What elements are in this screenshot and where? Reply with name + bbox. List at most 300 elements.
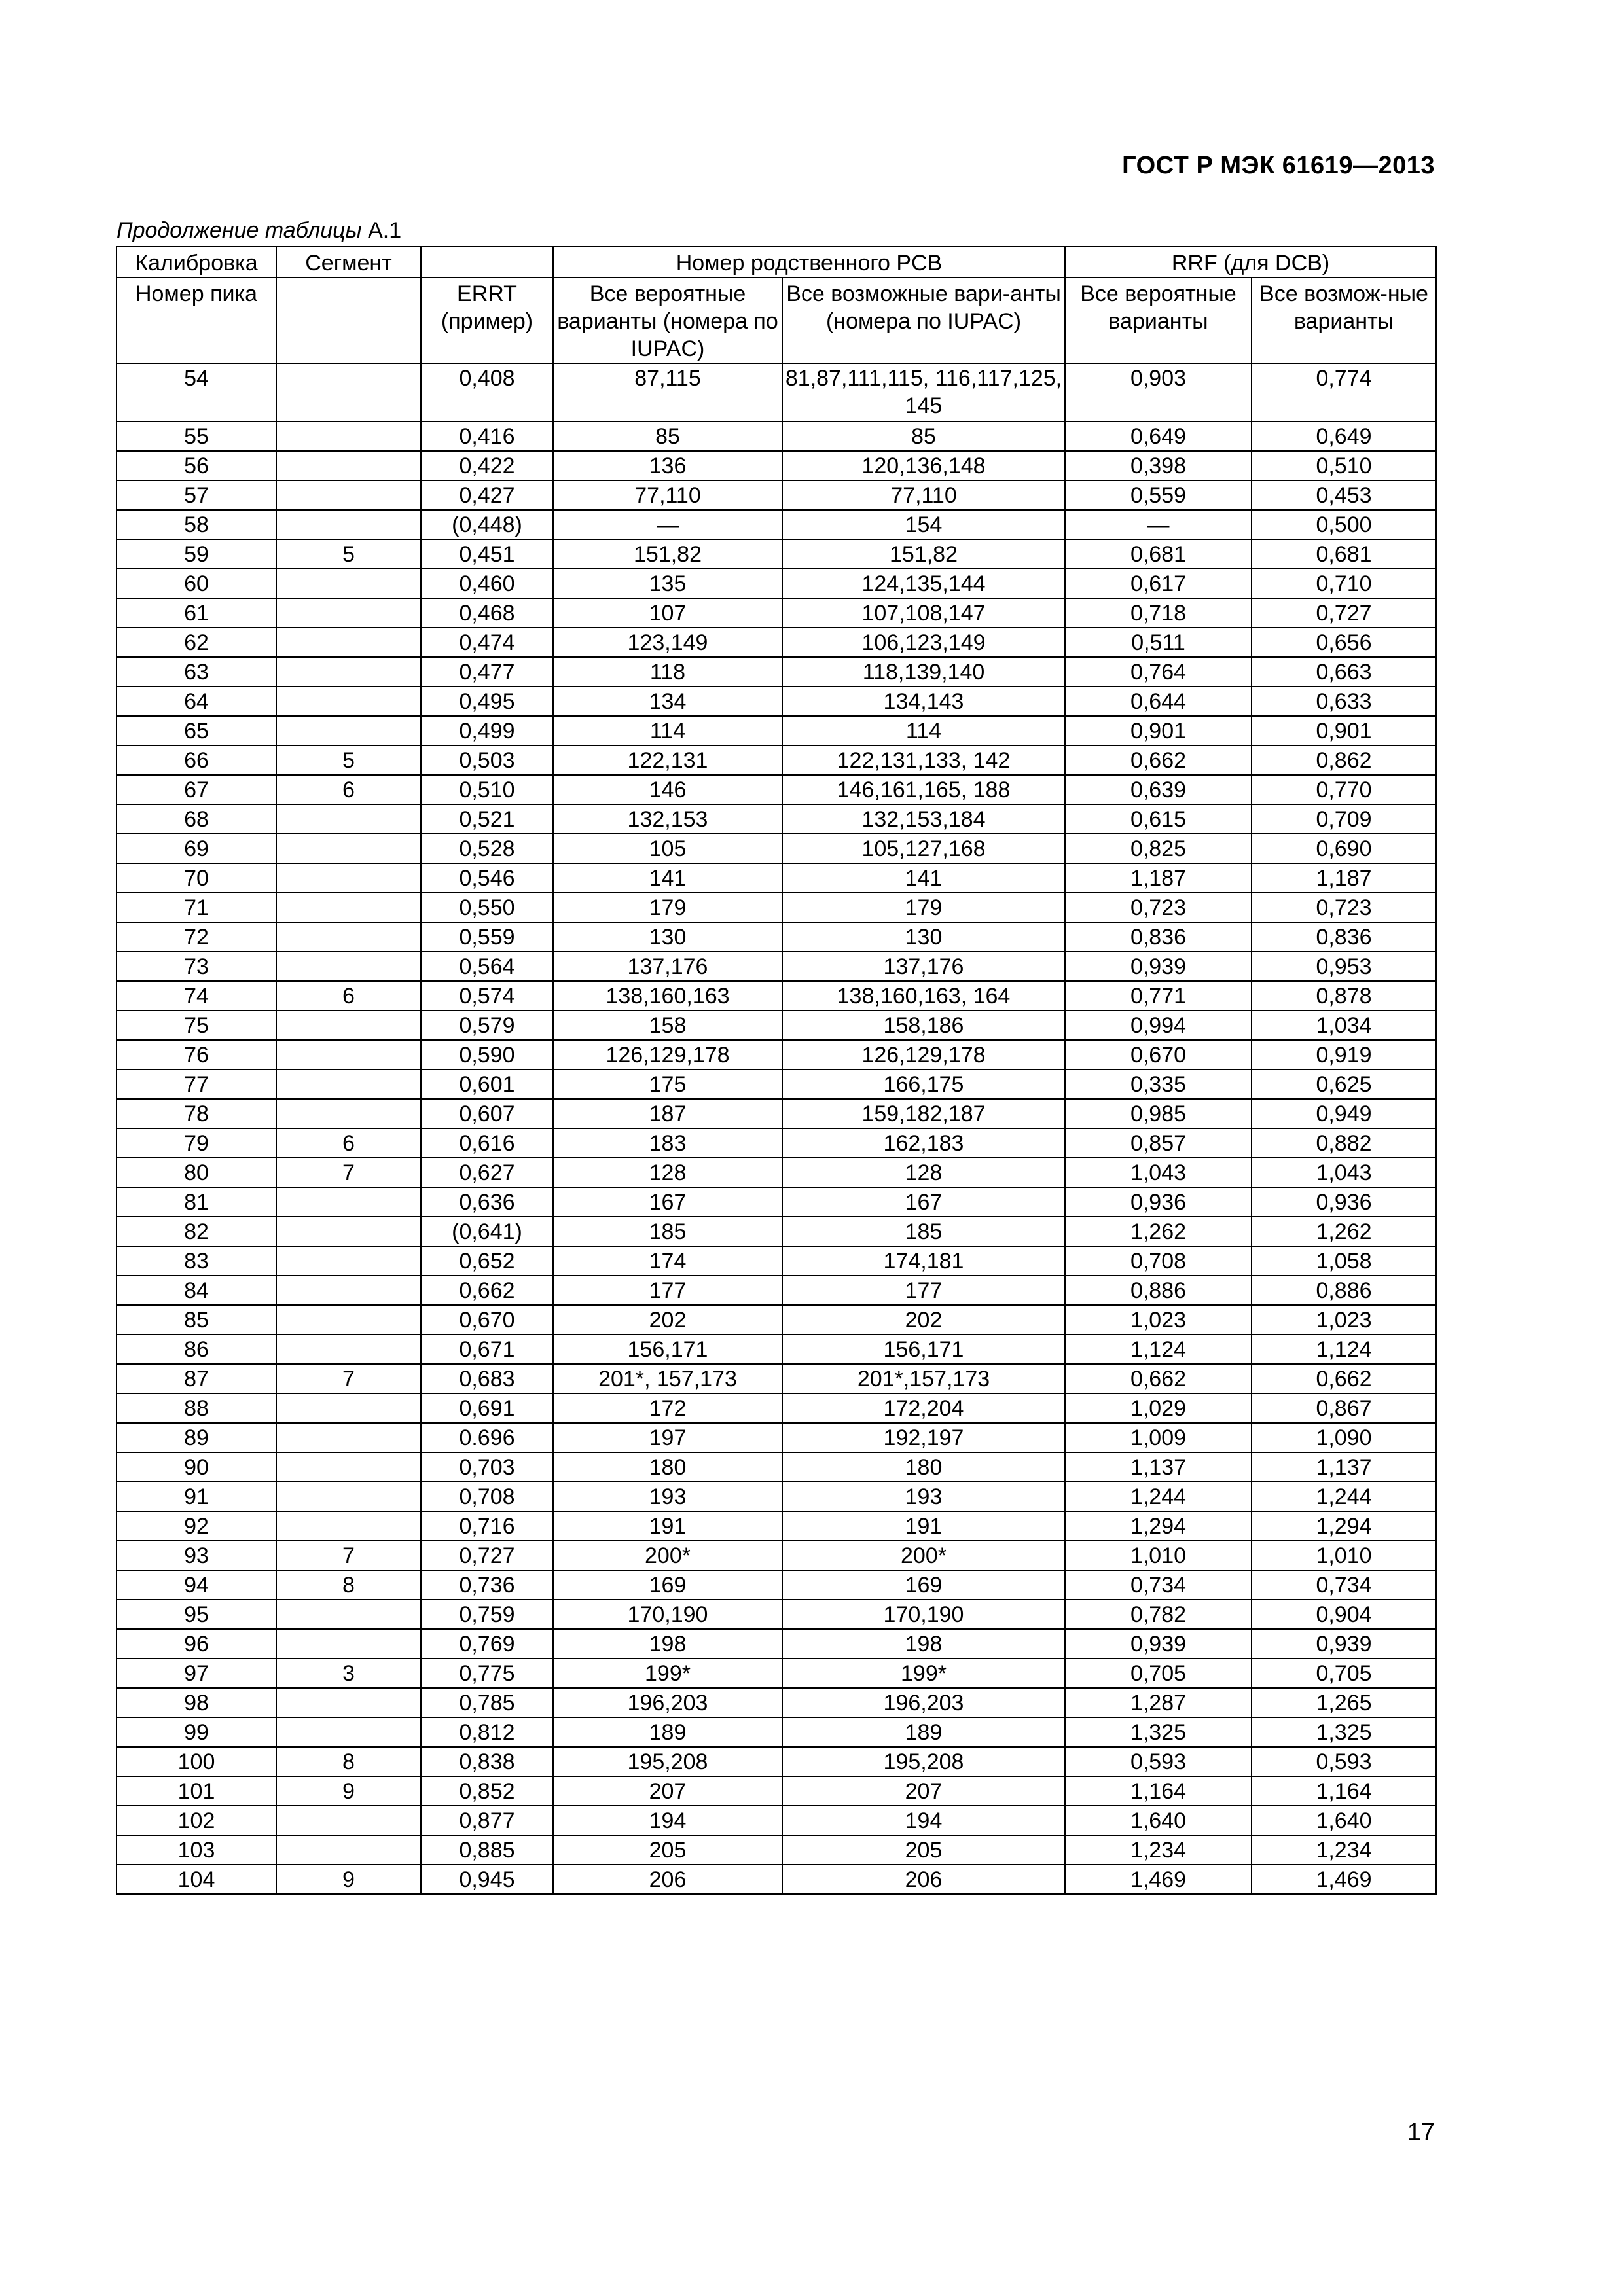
table-row: [117, 569, 1436, 598]
cell-errt: 0,607: [421, 1099, 553, 1128]
cell-errt: 0,550: [421, 893, 553, 922]
cell-segment: [276, 1276, 421, 1305]
cell-segment: 7: [276, 1158, 421, 1187]
table-row: [117, 1217, 1436, 1246]
cell-segment: [276, 687, 421, 716]
cell-segment: [276, 657, 421, 687]
cell-rrf-probable: 0,985: [1065, 1099, 1252, 1128]
header-errt: ERRT (пример): [421, 278, 553, 363]
cell-rrf-probable: 0,593: [1065, 1747, 1252, 1776]
cell-rrf-probable: 0,782: [1065, 1600, 1252, 1629]
cell-errt: 0.696: [421, 1423, 553, 1452]
cell-segment: [276, 628, 421, 657]
cell-pcb-possible: 77,110: [782, 480, 1065, 510]
cell-peak-number: 90: [117, 1452, 276, 1482]
cell-peak-number: 89: [117, 1423, 276, 1452]
cell-pcb-probable: 123,149: [553, 628, 782, 657]
header-row-sub: [117, 278, 1436, 363]
cell-rrf-possible: 1,294: [1252, 1511, 1436, 1541]
cell-pcb-probable: 151,82: [553, 539, 782, 569]
cell-errt: 0,422: [421, 451, 553, 480]
cell-rrf-probable: 0,825: [1065, 834, 1252, 863]
cell-rrf-probable: 0,734: [1065, 1570, 1252, 1600]
cell-segment: [276, 1717, 421, 1747]
cell-pcb-possible: 167: [782, 1187, 1065, 1217]
cell-errt: 0,477: [421, 657, 553, 687]
cell-rrf-probable: 0,639: [1065, 775, 1252, 804]
cell-peak-number: 79: [117, 1128, 276, 1158]
table-row: [117, 1246, 1436, 1276]
cell-segment: 6: [276, 981, 421, 1011]
table-row: [117, 1393, 1436, 1423]
cell-pcb-probable: 105: [553, 834, 782, 863]
header-related-pcb: Номер родственного PCB: [553, 247, 1065, 278]
cell-pcb-probable: 198: [553, 1629, 782, 1659]
cell-errt: 0,495: [421, 687, 553, 716]
cell-rrf-possible: 0,919: [1252, 1040, 1436, 1069]
cell-rrf-possible: 0,663: [1252, 657, 1436, 687]
table-row: [117, 1452, 1436, 1482]
cell-rrf-probable: 0,939: [1065, 952, 1252, 981]
cell-rrf-probable: 0,617: [1065, 569, 1252, 598]
cell-peak-number: 92: [117, 1511, 276, 1541]
cell-rrf-probable: 0,511: [1065, 628, 1252, 657]
cell-rrf-probable: 1,287: [1065, 1688, 1252, 1717]
cell-pcb-possible: 170,190: [782, 1600, 1065, 1629]
cell-pcb-probable: 135: [553, 569, 782, 598]
cell-rrf-possible: 0,770: [1252, 775, 1436, 804]
table-row: [117, 1865, 1436, 1894]
cell-segment: 7: [276, 1364, 421, 1393]
table-caption-number: А.1: [361, 218, 402, 243]
cell-pcb-possible: 162,183: [782, 1128, 1065, 1158]
cell-pcb-probable: 118: [553, 657, 782, 687]
cell-rrf-possible: 0,710: [1252, 569, 1436, 598]
cell-peak-number: 91: [117, 1482, 276, 1511]
cell-errt: 0,727: [421, 1541, 553, 1570]
table-row: [117, 363, 1436, 422]
table-row: [117, 1482, 1436, 1511]
table-row: [117, 1011, 1436, 1040]
cell-pcb-probable: 207: [553, 1776, 782, 1806]
document-code: ГОСТ Р МЭК 61619—2013: [1122, 152, 1435, 179]
table-row: [117, 1128, 1436, 1158]
cell-rrf-possible: 1,262: [1252, 1217, 1436, 1246]
cell-pcb-possible: 137,176: [782, 952, 1065, 981]
cell-peak-number: 99: [117, 1717, 276, 1747]
cell-pcb-probable: 85: [553, 422, 782, 451]
table-row: [117, 1776, 1436, 1806]
cell-rrf-probable: 1,244: [1065, 1482, 1252, 1511]
cell-peak-number: 56: [117, 451, 276, 480]
cell-pcb-possible: 195,208: [782, 1747, 1065, 1776]
cell-rrf-possible: 1,043: [1252, 1158, 1436, 1187]
cell-pcb-probable: 77,110: [553, 480, 782, 510]
cell-pcb-probable: 146: [553, 775, 782, 804]
cell-pcb-possible: 201*,157,173: [782, 1364, 1065, 1393]
cell-segment: [276, 1187, 421, 1217]
cell-rrf-possible: 0,625: [1252, 1069, 1436, 1099]
table-row: [117, 1747, 1436, 1776]
table-row: [117, 1040, 1436, 1069]
cell-peak-number: 64: [117, 687, 276, 716]
cell-rrf-probable: 0,939: [1065, 1629, 1252, 1659]
cell-segment: [276, 1393, 421, 1423]
cell-pcb-possible: 114: [782, 716, 1065, 745]
cell-pcb-probable: 191: [553, 1511, 782, 1541]
table-row: [117, 1423, 1436, 1452]
cell-rrf-possible: 1,234: [1252, 1835, 1436, 1865]
cell-errt: 0,785: [421, 1688, 553, 1717]
cell-rrf-possible: 0,953: [1252, 952, 1436, 981]
cell-segment: [276, 1335, 421, 1364]
cell-rrf-possible: 0,723: [1252, 893, 1436, 922]
cell-pcb-possible: 192,197: [782, 1423, 1065, 1452]
cell-pcb-possible: 185: [782, 1217, 1065, 1246]
cell-pcb-possible: 198: [782, 1629, 1065, 1659]
table-row: [117, 952, 1436, 981]
cell-segment: [276, 1099, 421, 1128]
cell-pcb-possible: 122,131,133, 142: [782, 745, 1065, 775]
cell-rrf-probable: 0,335: [1065, 1069, 1252, 1099]
cell-rrf-probable: 1,262: [1065, 1217, 1252, 1246]
cell-rrf-possible: 0,936: [1252, 1187, 1436, 1217]
cell-peak-number: 96: [117, 1629, 276, 1659]
table-row: [117, 1511, 1436, 1541]
cell-errt: 0,559: [421, 922, 553, 952]
cell-segment: [276, 1835, 421, 1865]
cell-peak-number: 74: [117, 981, 276, 1011]
cell-errt: 0,691: [421, 1393, 553, 1423]
table-caption-continuation: Продолжение таблицы: [117, 218, 362, 243]
cell-peak-number: 98: [117, 1688, 276, 1717]
cell-pcb-probable: 187: [553, 1099, 782, 1128]
cell-pcb-possible: 199*: [782, 1659, 1065, 1688]
cell-errt: 0,574: [421, 981, 553, 1011]
cell-pcb-probable: 179: [553, 893, 782, 922]
table-row: [117, 1835, 1436, 1865]
table-row: [117, 1717, 1436, 1747]
cell-peak-number: 102: [117, 1806, 276, 1835]
cell-rrf-possible: 0,949: [1252, 1099, 1436, 1128]
cell-peak-number: 55: [117, 422, 276, 451]
table-row: [117, 628, 1436, 657]
cell-pcb-possible: 156,171: [782, 1335, 1065, 1364]
cell-peak-number: 65: [117, 716, 276, 745]
cell-peak-number: 72: [117, 922, 276, 952]
cell-pcb-probable: 126,129,178: [553, 1040, 782, 1069]
cell-pcb-probable: 200*: [553, 1541, 782, 1570]
cell-pcb-possible: 138,160,163, 164: [782, 981, 1065, 1011]
cell-peak-number: 104: [117, 1865, 276, 1894]
cell-errt: 0,408: [421, 363, 553, 422]
cell-rrf-possible: 0,867: [1252, 1393, 1436, 1423]
cell-rrf-possible: 0,500: [1252, 510, 1436, 539]
cell-pcb-possible: 177: [782, 1276, 1065, 1305]
cell-peak-number: 85: [117, 1305, 276, 1335]
cell-rrf-probable: 1,325: [1065, 1717, 1252, 1747]
header-rrf-probable: Все вероятные варианты: [1065, 278, 1252, 363]
table-row: [117, 1276, 1436, 1305]
header-pcb-probable: Все вероятные варианты (номера по IUPAC): [553, 278, 782, 363]
cell-segment: [276, 716, 421, 745]
cell-errt: 0,503: [421, 745, 553, 775]
cell-rrf-probable: 0,886: [1065, 1276, 1252, 1305]
table-body: [117, 247, 1436, 1894]
cell-pcb-probable: 141: [553, 863, 782, 893]
cell-pcb-possible: 105,127,168: [782, 834, 1065, 863]
cell-peak-number: 93: [117, 1541, 276, 1570]
cell-segment: [276, 1452, 421, 1482]
cell-pcb-possible: 193: [782, 1482, 1065, 1511]
cell-peak-number: 83: [117, 1246, 276, 1276]
cell-pcb-probable: 134: [553, 687, 782, 716]
cell-segment: [276, 863, 421, 893]
cell-peak-number: 101: [117, 1776, 276, 1806]
cell-peak-number: 60: [117, 569, 276, 598]
cell-rrf-probable: 0,559: [1065, 480, 1252, 510]
table-row: [117, 422, 1436, 451]
cell-rrf-possible: 0,690: [1252, 834, 1436, 863]
cell-rrf-probable: 0,705: [1065, 1659, 1252, 1688]
cell-rrf-possible: 1,034: [1252, 1011, 1436, 1040]
cell-peak-number: 100: [117, 1747, 276, 1776]
cell-errt: 0,601: [421, 1069, 553, 1099]
cell-peak-number: 58: [117, 510, 276, 539]
table-row: [117, 922, 1436, 952]
cell-rrf-possible: 0,727: [1252, 598, 1436, 628]
cell-errt: 0,812: [421, 1717, 553, 1747]
cell-pcb-probable: 169: [553, 1570, 782, 1600]
header-segment-empty: [276, 278, 421, 363]
table-row: [117, 1069, 1436, 1099]
table-row: [117, 451, 1436, 480]
cell-rrf-possible: 1,244: [1252, 1482, 1436, 1511]
cell-rrf-probable: 0,615: [1065, 804, 1252, 834]
cell-pcb-probable: 195,208: [553, 1747, 782, 1776]
cell-peak-number: 97: [117, 1659, 276, 1688]
cell-errt: 0,703: [421, 1452, 553, 1482]
table-row: [117, 1187, 1436, 1217]
cell-segment: [276, 569, 421, 598]
cell-rrf-possible: 0,886: [1252, 1276, 1436, 1305]
cell-segment: [276, 598, 421, 628]
cell-pcb-probable: 107: [553, 598, 782, 628]
cell-errt: 0,474: [421, 628, 553, 657]
cell-rrf-possible: 0,774: [1252, 363, 1436, 422]
cell-pcb-probable: 206: [553, 1865, 782, 1894]
cell-pcb-possible: 134,143: [782, 687, 1065, 716]
cell-errt: 0,662: [421, 1276, 553, 1305]
table-row: [117, 716, 1436, 745]
cell-pcb-possible: 106,123,149: [782, 628, 1065, 657]
cell-errt: 0,499: [421, 716, 553, 745]
cell-pcb-probable: 130: [553, 922, 782, 952]
cell-errt: 0,636: [421, 1187, 553, 1217]
cell-segment: [276, 804, 421, 834]
header-calibration: Калибровка: [117, 247, 276, 278]
cell-peak-number: 57: [117, 480, 276, 510]
cell-rrf-probable: 0,398: [1065, 451, 1252, 480]
cell-rrf-probable: 0,994: [1065, 1011, 1252, 1040]
cell-errt: 0,468: [421, 598, 553, 628]
cell-rrf-possible: 1,058: [1252, 1246, 1436, 1276]
cell-errt: 0,716: [421, 1511, 553, 1541]
cell-rrf-probable: 0,836: [1065, 922, 1252, 952]
cell-rrf-probable: 0,670: [1065, 1040, 1252, 1069]
cell-errt: 0,736: [421, 1570, 553, 1600]
cell-segment: 8: [276, 1747, 421, 1776]
cell-pcb-possible: 169: [782, 1570, 1065, 1600]
cell-pcb-possible: 81,87,111,115, 116,117,125, 145: [782, 363, 1065, 422]
cell-segment: [276, 1806, 421, 1835]
cell-pcb-possible: 206: [782, 1865, 1065, 1894]
cell-segment: 9: [276, 1776, 421, 1806]
cell-peak-number: 71: [117, 893, 276, 922]
header-rrf-possible: Все возмож-ные варианты: [1252, 278, 1436, 363]
table-row: [117, 1364, 1436, 1393]
table-row: [117, 1570, 1436, 1600]
header-empty: [421, 247, 553, 278]
cell-peak-number: 61: [117, 598, 276, 628]
cell-pcb-possible: 196,203: [782, 1688, 1065, 1717]
cell-pcb-possible: 189: [782, 1717, 1065, 1747]
cell-errt: 0,510: [421, 775, 553, 804]
cell-rrf-possible: 1,469: [1252, 1865, 1436, 1894]
cell-rrf-probable: —: [1065, 510, 1252, 539]
cell-rrf-probable: 0,649: [1065, 422, 1252, 451]
cell-segment: 3: [276, 1659, 421, 1688]
cell-errt: 0,670: [421, 1305, 553, 1335]
cell-pcb-probable: 87,115: [553, 363, 782, 422]
cell-rrf-probable: 0,903: [1065, 363, 1252, 422]
cell-errt: 0,564: [421, 952, 553, 981]
cell-pcb-probable: 136: [553, 451, 782, 480]
cell-pcb-probable: 137,176: [553, 952, 782, 981]
cell-peak-number: 88: [117, 1393, 276, 1423]
cell-peak-number: 63: [117, 657, 276, 687]
cell-segment: [276, 1629, 421, 1659]
table-row: [117, 893, 1436, 922]
cell-rrf-possible: 1,010: [1252, 1541, 1436, 1570]
cell-segment: [276, 1600, 421, 1629]
cell-errt: 0,627: [421, 1158, 553, 1187]
cell-peak-number: 69: [117, 834, 276, 863]
cell-rrf-possible: 0,510: [1252, 451, 1436, 480]
cell-rrf-possible: 0,836: [1252, 922, 1436, 952]
cell-segment: [276, 363, 421, 422]
table-row: [117, 804, 1436, 834]
cell-errt: 0,683: [421, 1364, 553, 1393]
cell-peak-number: 54: [117, 363, 276, 422]
cell-pcb-probable: 197: [553, 1423, 782, 1452]
cell-pcb-probable: 183: [553, 1128, 782, 1158]
cell-pcb-probable: 170,190: [553, 1600, 782, 1629]
cell-peak-number: 67: [117, 775, 276, 804]
cell-rrf-possible: 0,593: [1252, 1747, 1436, 1776]
cell-peak-number: 81: [117, 1187, 276, 1217]
cell-errt: 0,671: [421, 1335, 553, 1364]
cell-rrf-probable: 0,644: [1065, 687, 1252, 716]
header-peak-number: Номер пика: [117, 278, 276, 363]
cell-rrf-probable: 0,718: [1065, 598, 1252, 628]
cell-rrf-possible: 1,164: [1252, 1776, 1436, 1806]
cell-rrf-possible: 1,640: [1252, 1806, 1436, 1835]
cell-errt: 0,528: [421, 834, 553, 863]
cell-segment: [276, 510, 421, 539]
cell-pcb-possible: 124,135,144: [782, 569, 1065, 598]
table-row: [117, 1659, 1436, 1688]
cell-errt: 0,852: [421, 1776, 553, 1806]
cell-pcb-possible: 154: [782, 510, 1065, 539]
cell-errt: (0,448): [421, 510, 553, 539]
cell-pcb-possible: 207: [782, 1776, 1065, 1806]
cell-pcb-possible: 174,181: [782, 1246, 1065, 1276]
cell-rrf-possible: 0,939: [1252, 1629, 1436, 1659]
cell-rrf-possible: 1,265: [1252, 1688, 1436, 1717]
cell-pcb-possible: 85: [782, 422, 1065, 451]
cell-pcb-probable: 201*, 157,173: [553, 1364, 782, 1393]
table-row: [117, 981, 1436, 1011]
cell-rrf-possible: 0,662: [1252, 1364, 1436, 1393]
cell-segment: 8: [276, 1570, 421, 1600]
cell-pcb-possible: 179: [782, 893, 1065, 922]
cell-pcb-possible: 200*: [782, 1541, 1065, 1570]
cell-pcb-possible: 172,204: [782, 1393, 1065, 1423]
cell-errt: 0,759: [421, 1600, 553, 1629]
cell-segment: [276, 1688, 421, 1717]
cell-peak-number: 59: [117, 539, 276, 569]
cell-rrf-possible: 0,681: [1252, 539, 1436, 569]
cell-pcb-probable: 177: [553, 1276, 782, 1305]
cell-rrf-probable: 0,662: [1065, 745, 1252, 775]
cell-peak-number: 62: [117, 628, 276, 657]
table-row: [117, 834, 1436, 863]
cell-errt: 0,838: [421, 1747, 553, 1776]
cell-rrf-possible: 0,709: [1252, 804, 1436, 834]
cell-pcb-possible: 166,175: [782, 1069, 1065, 1099]
cell-pcb-probable: 122,131: [553, 745, 782, 775]
cell-rrf-probable: 0,662: [1065, 1364, 1252, 1393]
cell-peak-number: 66: [117, 745, 276, 775]
cell-peak-number: 78: [117, 1099, 276, 1128]
cell-rrf-possible: 1,187: [1252, 863, 1436, 893]
cell-rrf-possible: 1,325: [1252, 1717, 1436, 1747]
cell-segment: 9: [276, 1865, 421, 1894]
cell-errt: 0,579: [421, 1011, 553, 1040]
table-row: [117, 657, 1436, 687]
table-caption: [117, 218, 401, 243]
cell-rrf-possible: 0,862: [1252, 745, 1436, 775]
cell-pcb-probable: 132,153: [553, 804, 782, 834]
cell-pcb-probable: 196,203: [553, 1688, 782, 1717]
cell-peak-number: 68: [117, 804, 276, 834]
cell-pcb-possible: 180: [782, 1452, 1065, 1482]
cell-pcb-possible: 146,161,165, 188: [782, 775, 1065, 804]
cell-rrf-probable: 1,294: [1065, 1511, 1252, 1541]
cell-pcb-probable: 189: [553, 1717, 782, 1747]
cell-segment: 5: [276, 745, 421, 775]
cell-peak-number: 94: [117, 1570, 276, 1600]
cell-pcb-possible: 151,82: [782, 539, 1065, 569]
cell-segment: [276, 952, 421, 981]
cell-rrf-probable: 1,640: [1065, 1806, 1252, 1835]
cell-rrf-probable: 1,029: [1065, 1393, 1252, 1423]
cell-segment: [276, 1069, 421, 1099]
header-pcb-possible: Все возможные вари-анты (номера по IUPAC): [782, 278, 1065, 363]
cell-rrf-probable: 0,901: [1065, 716, 1252, 745]
cell-errt: 0,546: [421, 863, 553, 893]
